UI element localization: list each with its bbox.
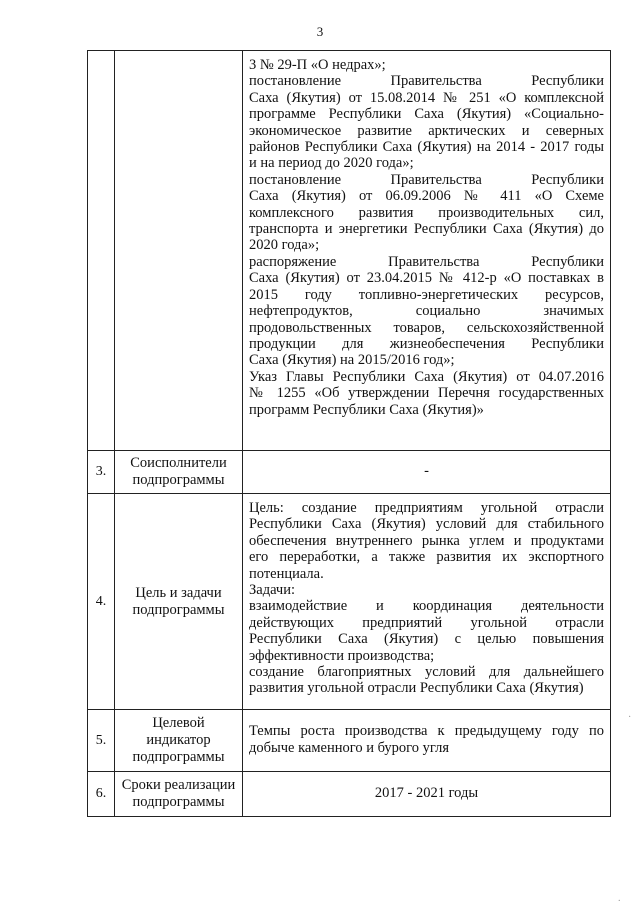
content-line: взаимодействие и координация деятельности [249, 598, 604, 615]
scan-mark: · [628, 712, 632, 723]
content-line: эффективности производства; [249, 647, 435, 664]
content-line: транспорта и энергетики Республики Саха (Якутия) до [249, 221, 604, 238]
row-label [115, 494, 243, 710]
label-line: подпрограммы [132, 749, 225, 765]
content-line: развития угольной отрасли Республики Саха (Якутия) [249, 680, 584, 697]
content-line: 3 № 29-П «О недрах»; [249, 57, 386, 73]
row-number-cell [88, 51, 115, 451]
label-line: Цель и задачи [135, 584, 222, 601]
label-line: Сроки реализации [121, 777, 236, 793]
row-label [115, 772, 243, 817]
content-line: Цель: создание предприятиям угольной отрасли [249, 500, 604, 516]
content-line: Указ Главы Республики Саха (Якутия) от 04.07.2016 [249, 368, 604, 385]
content-line: добыче каменного и бурого угля [249, 739, 449, 756]
content-line: Республики Саха (Якутия) условий для стабильного [249, 516, 604, 533]
content-line: 2020 года»; [249, 237, 320, 254]
label-line: индикатор [146, 732, 211, 748]
label-line: подпрограммы [132, 472, 225, 488]
content-line: распоряжение Правительства Республики [249, 253, 604, 270]
table-row-goals [88, 494, 611, 710]
row-label-cell [115, 51, 243, 451]
content-line: 2015 году топливно-энергетических ресурсов, [249, 286, 604, 303]
content-line: нефтепродуктов, социально значимых [249, 303, 604, 320]
scan-mark: . [618, 893, 621, 904]
row-content [243, 494, 611, 710]
label-line: Целевой [152, 715, 205, 731]
content-line: Республики Саха (Якутия) с целью повышения [249, 631, 604, 648]
content-line: Темпы роста производства к предыдущему году по [249, 723, 604, 740]
content-line: экономическое развитие арктических и северных [249, 122, 604, 139]
row-content [243, 451, 611, 494]
table-row-co-executors [88, 451, 611, 494]
row-label [115, 710, 243, 772]
content-line: программ Республики Саха (Якутия)» [249, 401, 484, 418]
content-line: - [424, 462, 429, 479]
row-content [243, 772, 611, 817]
label-line: подпрограммы [132, 794, 225, 810]
content-line: Задачи: [249, 582, 296, 599]
row-number: 3. [88, 451, 115, 494]
table-row-continuation [88, 51, 611, 451]
row-number: 4. [88, 494, 115, 710]
content-line: постановление Правительства Республики [249, 171, 604, 188]
content-line: и на период до 2020 года»; [249, 155, 414, 172]
label-line: Соисполнители [130, 455, 227, 471]
content-line: потенциала. [249, 565, 324, 582]
table-row-timeline [88, 772, 611, 817]
table-row-indicator [88, 710, 611, 772]
content-line: создание благоприятных условий для дальнейшего [249, 664, 604, 681]
content-line: Саха (Якутия) от 06.09.2006 № 411 «О Схеме [249, 188, 604, 205]
content-line: № 1255 «Об утверждении Перечня государственных [249, 385, 604, 402]
row-content [243, 710, 611, 772]
row-label [115, 451, 243, 494]
content-line: обеспечения внутреннего рынка углем и продуктами [249, 532, 604, 549]
content-line: Саха (Якутия) от 23.04.2015 № 412-р «О поставках в [249, 270, 604, 287]
content-line: 2017 - 2021 годы [374, 784, 479, 801]
content-line: продукции для жизнеобеспечения Республики [249, 335, 604, 352]
content-line: Саха (Якутия) на 2015/2016 год»; [249, 352, 455, 369]
content-line: постановление Правительства Республики [249, 73, 604, 90]
content-line: районов Республики Саха (Якутия) на 2014 - 2017 годы [249, 139, 604, 156]
content-line: продовольственных товаров, сельскохозяйственной [249, 319, 604, 336]
content-line: действующих предприятий угольной отрасли [249, 614, 604, 631]
content-line: его переработки, а также развития их экспортного [249, 549, 604, 566]
passport-table [87, 50, 611, 817]
content-line: Саха (Якутия) от 15.08.2014 № 251 «О комплексной [249, 89, 604, 106]
row-content-cell [243, 51, 611, 451]
content-line: программе Республики Саха (Якутия) «Социально- [249, 106, 604, 123]
content-line: комплексного развития производительных сил, [249, 204, 604, 221]
page-number: 3 [316, 24, 324, 39]
label-line: подпрограммы [132, 601, 225, 618]
row-number: 6. [88, 772, 115, 817]
row-number: 5. [88, 710, 115, 772]
